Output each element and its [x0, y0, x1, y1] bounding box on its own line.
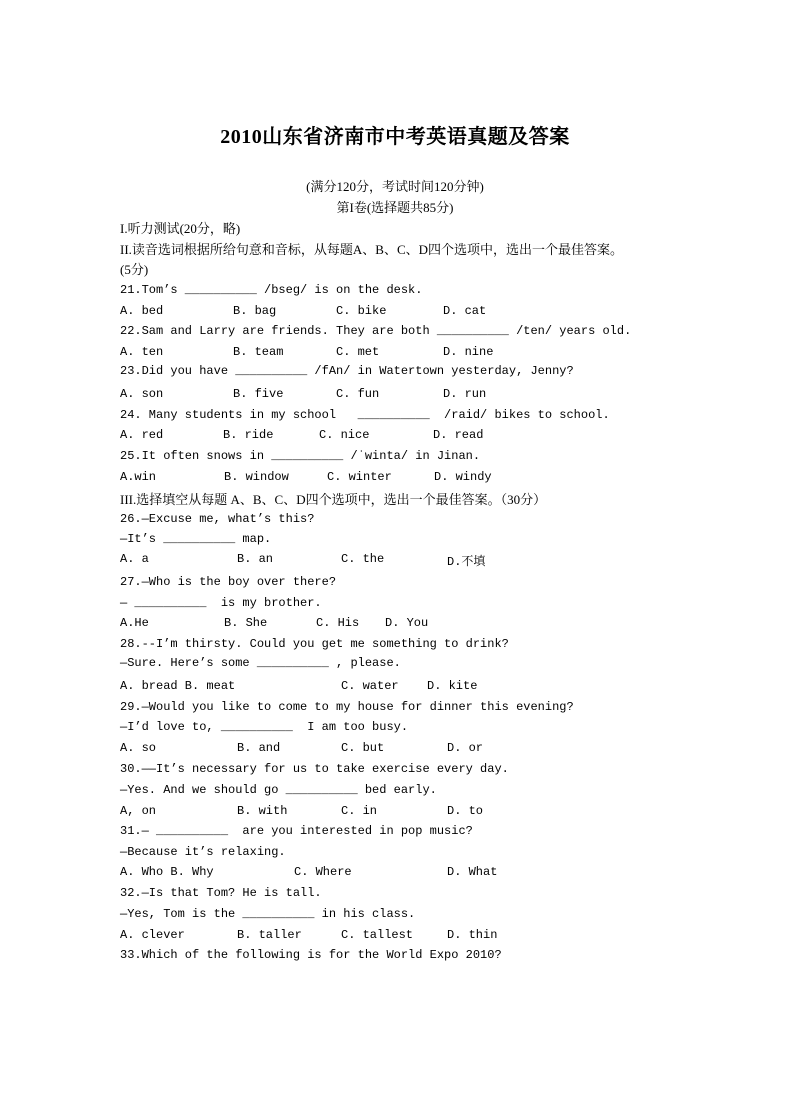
option-c: C. met — [336, 345, 380, 359]
volume-heading: 第I卷(选择题共85分) — [336, 200, 454, 215]
question-26: 26.—Excuse me, what’s this? — [120, 512, 315, 526]
option-a-b: A. Who B. Why — [120, 865, 214, 879]
option-a: A. red — [120, 428, 164, 442]
option-b: B. taller — [237, 928, 302, 942]
option-d: D.不填 — [447, 555, 486, 569]
option-b: B. ride — [223, 428, 274, 442]
question-28-reply: —Sure. Here’s some __________ , please. — [120, 656, 401, 670]
option-c: C. winter — [327, 470, 392, 484]
option-a-b: A. bread B. meat — [120, 679, 236, 693]
option-d: D. run — [443, 387, 487, 401]
option-a: A.He — [120, 616, 149, 630]
question-33: 33.Which of the following is for the World Expo 2010? — [120, 948, 502, 962]
question-25: 25.It often snows in __________ /ˈwinta/ in Jinan. — [120, 449, 481, 463]
option-c: C. fun — [336, 387, 380, 401]
option-d: D. read — [433, 428, 484, 442]
option-d: D. nine — [443, 345, 494, 359]
question-29-reply: —I’d love to, __________ I am too busy. — [120, 720, 409, 734]
option-b: B. bag — [233, 304, 277, 318]
option-b: B. She — [224, 616, 268, 630]
option-a: A, on — [120, 804, 157, 818]
option-d: D. What — [447, 865, 498, 879]
question-32: 32.—Is that Tom? He is tall. — [120, 886, 322, 900]
question-29: 29.—Would you like to come to my house for dinner this evening? — [120, 700, 574, 714]
option-d: D. windy — [434, 470, 492, 484]
option-b: B. an — [237, 552, 274, 566]
option-b: B. with — [237, 804, 288, 818]
question-32-reply: —Yes, Tom is the __________ in his class. — [120, 907, 416, 921]
question-31: 31.— __________ are you interested in pop music? — [120, 824, 473, 838]
option-a: A. ten — [120, 345, 164, 359]
question-21: 21.Tom’s __________ /bseg/ is on the desk. — [120, 283, 423, 297]
score-time-note: (满分120分，考试时间120分钟) — [306, 179, 484, 194]
question-26-reply: —It’s __________ map. — [120, 532, 272, 546]
option-c: C. tallest — [341, 928, 414, 942]
option-c: C. water — [341, 679, 399, 693]
option-b: B. window — [224, 470, 289, 484]
question-22: 22.Sam and Larry are friends. They are both __________ /ten/ years old. — [120, 324, 632, 338]
option-a: A.win — [120, 470, 157, 484]
option-b: B. five — [233, 387, 284, 401]
option-d: D. thin — [447, 928, 498, 942]
question-27: 27.—Who is the boy over there? — [120, 575, 337, 589]
option-d: D. kite — [427, 679, 478, 693]
option-c: C. Where — [294, 865, 352, 879]
option-c: C. in — [341, 804, 378, 818]
section-pronunciation-points: (5分) — [120, 262, 149, 277]
option-a: A. son — [120, 387, 164, 401]
section-multiple-choice-heading: III.选择填空从每题 A、B、C、D四个选项中，选出一个最佳答案。（30分） — [120, 492, 547, 507]
page-title: 2010山东省济南市中考英语真题及答案 — [220, 126, 570, 148]
option-b: B. team — [233, 345, 284, 359]
option-a: A. clever — [120, 928, 185, 942]
option-d: D. to — [447, 804, 484, 818]
option-c: C. nice — [319, 428, 370, 442]
option-d: D. cat — [443, 304, 487, 318]
question-28: 28.--I’m thirsty. Could you get me something to drink? — [120, 637, 509, 651]
option-c: C. bike — [336, 304, 387, 318]
option-a: A. bed — [120, 304, 164, 318]
options-28 — [120, 679, 680, 749]
option-c: C. the — [341, 552, 385, 566]
question-23: 23.Did you have __________ /fAn/ in Watertown yesterday, Jenny? — [120, 364, 574, 378]
option-c: C. His — [316, 616, 360, 630]
section-listening: I.听力测试(20分，略) — [120, 221, 241, 236]
section-pronunciation-heading: II.读音选词根据所给句意和音标，从每题A、B、C、D四个选项中，选出一个最佳答案。 — [120, 242, 624, 257]
options-31 — [120, 865, 680, 935]
question-24: 24. Many students in my school __________ /raid/ bikes to school. — [120, 408, 610, 422]
question-30: 30.——It’s necessary for us to take exercise every day. — [120, 762, 509, 776]
option-a: A. a — [120, 552, 149, 566]
option-d: D. You — [385, 616, 429, 630]
option-d: D. or — [447, 741, 484, 755]
question-27-reply: — __________ is my brother. — [120, 596, 322, 610]
question-31-reply: —Because it’s relaxing. — [120, 845, 286, 859]
question-30-reply: —Yes. And we should go __________ bed early. — [120, 783, 437, 797]
option-a: A. so — [120, 741, 157, 755]
option-c: C. but — [341, 741, 385, 755]
option-b: B. and — [237, 741, 281, 755]
options-32 — [120, 928, 680, 1012]
